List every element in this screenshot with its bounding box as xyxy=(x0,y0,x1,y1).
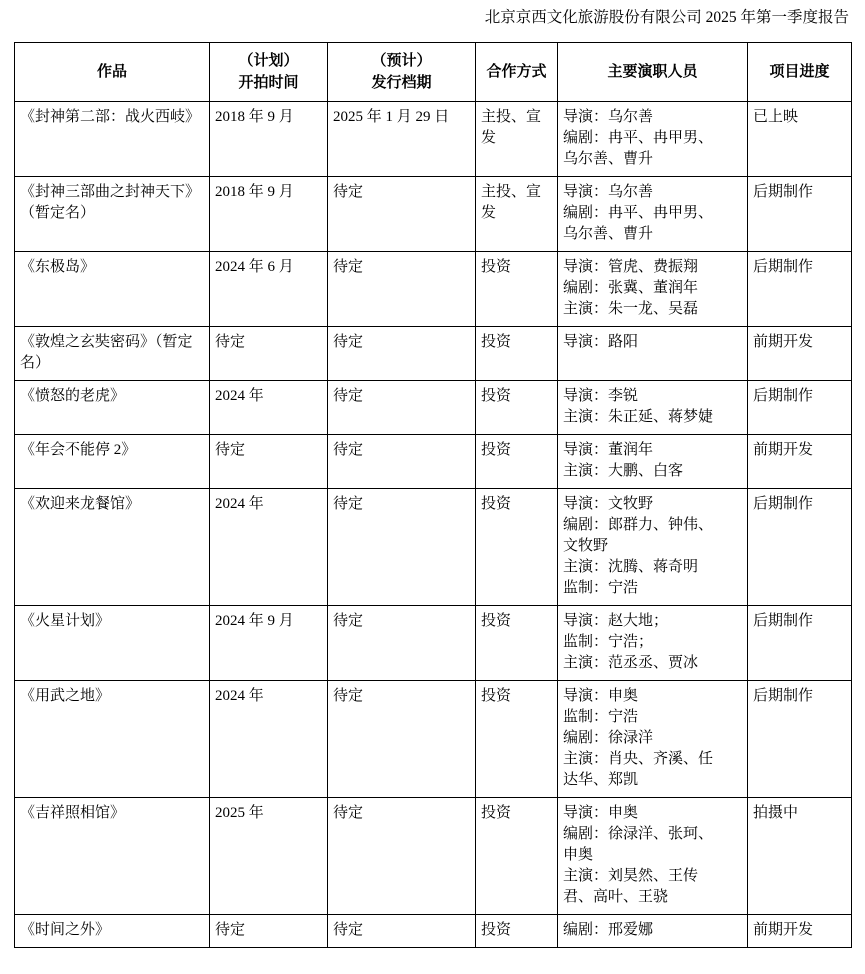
cell-coop: 投资 xyxy=(476,681,558,798)
table-header-row xyxy=(15,43,852,102)
cell-crew xyxy=(558,489,748,606)
cell-shoot: 2024 年 xyxy=(210,381,328,435)
cell-shoot: 待定 xyxy=(210,327,328,381)
cell-status: 后期制作 xyxy=(748,606,852,681)
column-header-shoot-top: （计划） xyxy=(238,53,299,69)
cell-release: 待定 xyxy=(328,327,476,381)
cell-crew xyxy=(558,435,748,489)
table-row xyxy=(15,252,852,327)
cell-shoot: 待定 xyxy=(210,435,328,489)
crew-line: 监制：宁浩 xyxy=(563,709,639,725)
crew-line: 导演：乌尔善 xyxy=(563,109,654,125)
crew-line: 监制：宁浩 xyxy=(563,580,639,596)
cell-coop: 投资 xyxy=(476,435,558,489)
crew-line: 编剧：邢爱娜 xyxy=(563,922,654,938)
table-header xyxy=(15,43,852,102)
cell-coop: 投资 xyxy=(476,915,558,948)
crew-line: 导演：路阳 xyxy=(563,334,639,350)
column-header-crew-top: 主要演职人员 xyxy=(607,64,698,80)
cell-work: 《吉祥照相馆》 xyxy=(15,798,210,915)
table-row xyxy=(15,681,852,798)
crew-line: 导演：申奥 xyxy=(563,805,639,821)
crew-line: 监制：宁浩； xyxy=(563,634,654,650)
cell-release: 2025 年 1 月 29 日 xyxy=(328,102,476,177)
cell-shoot: 2025 年 xyxy=(210,798,328,915)
cell-work: 《封神三部曲之封神天下》（暂定名） xyxy=(15,177,210,252)
cell-release: 待定 xyxy=(328,252,476,327)
cell-shoot: 待定 xyxy=(210,915,328,948)
cell-release: 待定 xyxy=(328,489,476,606)
cell-work: 《时间之外》 xyxy=(15,915,210,948)
column-header-release-top: （预计） xyxy=(371,53,432,69)
crew-line: 编剧：冉平、冉甲男、 xyxy=(563,205,714,221)
table-row xyxy=(15,798,852,915)
crew-line: 编剧：徐渌洋、张珂、 xyxy=(563,826,714,842)
cell-release: 待定 xyxy=(328,177,476,252)
crew-line: 主演：肖央、齐溪、任 xyxy=(563,751,714,767)
crew-line: 编剧：郎群力、钟伟、 xyxy=(563,517,714,533)
column-header-release xyxy=(328,43,476,102)
column-header-work-top: 作品 xyxy=(96,64,127,80)
cell-crew xyxy=(558,177,748,252)
cell-work: 《敦煌之玄奘密码》（暂定名） xyxy=(15,327,210,381)
cell-coop: 投资 xyxy=(476,606,558,681)
crew-line: 导演：赵大地； xyxy=(563,613,669,629)
cell-work: 《愤怒的老虎》 xyxy=(15,381,210,435)
cell-work: 《年会不能停 2》 xyxy=(15,435,210,489)
column-header-shoot xyxy=(210,43,328,102)
cell-status: 前期开发 xyxy=(748,327,852,381)
crew-line: 达华、郑凯 xyxy=(563,772,639,788)
cell-coop: 主投、宣发 xyxy=(476,177,558,252)
crew-line: 编剧：徐渌洋 xyxy=(563,730,654,746)
cell-status: 拍摄中 xyxy=(748,798,852,915)
column-header-status xyxy=(748,43,852,102)
cell-release: 待定 xyxy=(328,798,476,915)
cell-shoot: 2024 年 6 月 xyxy=(210,252,328,327)
cell-release: 待定 xyxy=(328,681,476,798)
cell-coop: 投资 xyxy=(476,489,558,606)
cell-coop: 投资 xyxy=(476,252,558,327)
crew-line: 主演：刘昊然、王传 xyxy=(563,868,699,884)
cell-release: 待定 xyxy=(328,915,476,948)
crew-line: 主演：范丞丞、贾冰 xyxy=(563,655,699,671)
cell-crew xyxy=(558,681,748,798)
page-header: 北京京西文化旅游股份有限公司 2025 年第一季度报告 xyxy=(484,9,849,26)
cell-work: 《用武之地》 xyxy=(15,681,210,798)
cell-coop: 主投、宣发 xyxy=(476,102,558,177)
crew-line: 编剧：冉平、冉甲男、 xyxy=(563,130,714,146)
cell-coop: 投资 xyxy=(476,381,558,435)
crew-line: 主演：沈腾、蒋奇明 xyxy=(563,559,699,575)
crew-line: 导演：文牧野 xyxy=(563,496,654,512)
table-body xyxy=(15,102,852,948)
crew-line: 导演：李锐 xyxy=(563,388,639,404)
crew-line: 君、高叶、王骁 xyxy=(563,889,669,905)
column-header-status-top: 项目进度 xyxy=(769,64,830,80)
cell-work: 《火星计划》 xyxy=(15,606,210,681)
cell-work: 《欢迎来龙餐馆》 xyxy=(15,489,210,606)
column-header-coop-top: 合作方式 xyxy=(486,64,547,80)
cell-release: 待定 xyxy=(328,381,476,435)
crew-line: 导演：管虎、费振翔 xyxy=(563,259,699,275)
table-row xyxy=(15,915,852,948)
cell-status: 后期制作 xyxy=(748,252,852,327)
column-header-crew xyxy=(558,43,748,102)
cell-shoot: 2024 年 9 月 xyxy=(210,606,328,681)
film-projects-table xyxy=(14,42,852,948)
column-header-shoot-bottom: 开拍时间 xyxy=(238,75,299,91)
cell-work: 《东极岛》 xyxy=(15,252,210,327)
crew-line: 主演：大鹏、白客 xyxy=(563,463,684,479)
cell-crew xyxy=(558,915,748,948)
cell-shoot: 2018 年 9 月 xyxy=(210,177,328,252)
crew-line: 文牧野 xyxy=(563,538,609,554)
cell-status: 后期制作 xyxy=(748,489,852,606)
cell-crew xyxy=(558,252,748,327)
table-row xyxy=(15,327,852,381)
cell-crew xyxy=(558,606,748,681)
cell-status: 前期开发 xyxy=(748,435,852,489)
cell-release: 待定 xyxy=(328,435,476,489)
cell-status: 后期制作 xyxy=(748,381,852,435)
table-row xyxy=(15,489,852,606)
column-header-work xyxy=(15,43,210,102)
table-row xyxy=(15,435,852,489)
cell-coop: 投资 xyxy=(476,327,558,381)
crew-line: 导演：乌尔善 xyxy=(563,184,654,200)
cell-shoot: 2024 年 xyxy=(210,489,328,606)
cell-status: 后期制作 xyxy=(748,681,852,798)
crew-line: 乌尔善、曹升 xyxy=(563,151,654,167)
crew-line: 导演：申奥 xyxy=(563,688,639,704)
cell-crew xyxy=(558,381,748,435)
cell-status: 前期开发 xyxy=(748,915,852,948)
cell-status: 已上映 xyxy=(748,102,852,177)
crew-line: 主演：朱正延、蒋梦婕 xyxy=(563,409,714,425)
column-header-coop xyxy=(476,43,558,102)
cell-release: 待定 xyxy=(328,606,476,681)
crew-line: 导演：董润年 xyxy=(563,442,654,458)
cell-crew xyxy=(558,798,748,915)
cell-coop: 投资 xyxy=(476,798,558,915)
table-row xyxy=(15,102,852,177)
table-row xyxy=(15,606,852,681)
crew-line: 编剧：张冀、董润年 xyxy=(563,280,699,296)
cell-status: 后期制作 xyxy=(748,177,852,252)
table-row xyxy=(15,381,852,435)
cell-crew xyxy=(558,102,748,177)
cell-shoot: 2024 年 xyxy=(210,681,328,798)
cell-crew xyxy=(558,327,748,381)
crew-line: 主演：朱一龙、吴磊 xyxy=(563,301,699,317)
column-header-release-bottom: 发行档期 xyxy=(371,75,432,91)
cell-work: 《封神第二部：战火西岐》 xyxy=(15,102,210,177)
table-row xyxy=(15,177,852,252)
crew-line: 申奥 xyxy=(563,847,594,863)
crew-line: 乌尔善、曹升 xyxy=(563,226,654,242)
cell-shoot: 2018 年 9 月 xyxy=(210,102,328,177)
